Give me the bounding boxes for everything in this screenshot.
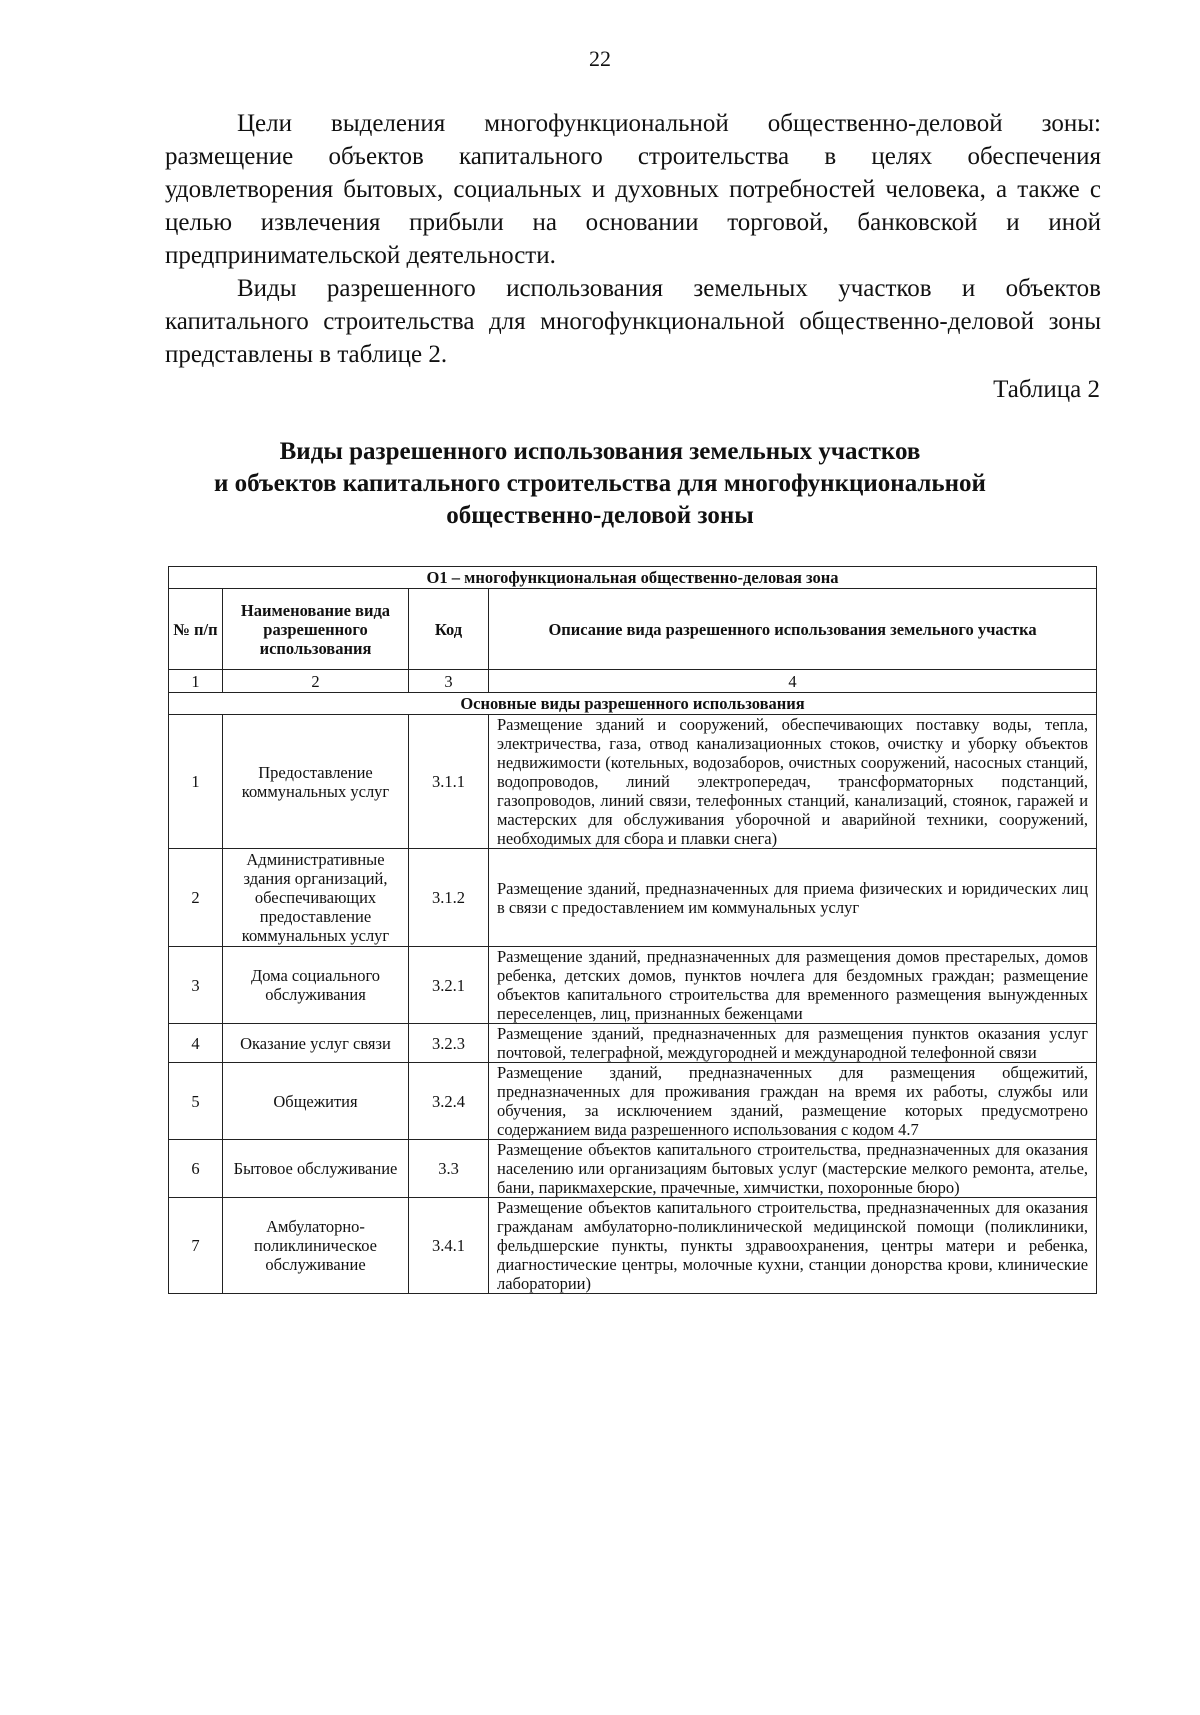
- row-code: 3.3: [409, 1140, 489, 1198]
- row-code: 3.2.4: [409, 1063, 489, 1140]
- table-row: [169, 715, 1097, 849]
- zone-header: О1 – многофункциональная общественно-деловая зона: [169, 567, 1097, 589]
- column-header-name: Наименование вида разрешенного использования: [223, 589, 409, 670]
- row-code: 3.4.1: [409, 1198, 489, 1294]
- column-number: 2: [223, 670, 409, 693]
- row-use-name: Общежития: [223, 1063, 409, 1140]
- row-description: Размещение зданий, предназначенных для размещения пунктов оказания услуг почтовой, телеграфной, междугородней и международной телефонной связи: [489, 1024, 1097, 1063]
- table-title-line-1: Виды разрешенного использования земельных участков: [279, 438, 921, 465]
- row-number: 2: [169, 849, 223, 947]
- row-number: 3: [169, 947, 223, 1024]
- intro-text: [165, 107, 1101, 371]
- table-row: [169, 849, 1097, 947]
- row-use-name: Амбулаторно-поликлиническое обслуживание: [223, 1198, 409, 1294]
- row-code: 3.2.1: [409, 947, 489, 1024]
- column-number: 1: [169, 670, 223, 693]
- row-description: Размещение зданий и сооружений, обеспечивающих поставку воды, тепла, электричества, газа, отвод канализационных стоков, очистку и уборку объектов недвижимости (котельных, водозаборов, очистных сооружений, насосных станций, водопроводов, линий электропередач, трансформаторных подстанций, газопроводов, линий связи, телефонных станций, канализаций, стоянок, гаражей и мастерских для обслуживания уборочной и аварийной техники, сооружений, необходимых для сбора и плавки снега): [489, 715, 1097, 849]
- table-row: [169, 1198, 1097, 1294]
- column-number: 3: [409, 670, 489, 693]
- row-description: Размещение зданий, предназначенных для размещения общежитий, предназначенных для проживания граждан на время их работы, службы или обучения, за исключением зданий, размещение которых предусмотрено содержанием вида разрешенного использования с кодом 4.7: [489, 1063, 1097, 1140]
- table-row: [169, 1063, 1097, 1140]
- row-use-name: Оказание услуг связи: [223, 1024, 409, 1063]
- row-description: Размещение зданий, предназначенных для размещения домов престарелых, домов ребенка, детских домов, пунктов ночлега для бездомных граждан; размещение объектов капитального строительства для временного размещения вынужденных переселенцев, лиц, признанных беженцами: [489, 947, 1097, 1024]
- land-use-table: [168, 566, 1097, 1294]
- page-number: 22: [589, 46, 611, 71]
- column-header-description: Описание вида разрешенного использования земельного участка: [489, 589, 1097, 670]
- row-use-name: Административные здания организаций, обеспечивающих предоставление коммунальных услуг: [223, 849, 409, 947]
- row-code: 3.1.1: [409, 715, 489, 849]
- row-use-name: Бытовое обслуживание: [223, 1140, 409, 1198]
- row-description: Размещение объектов капитального строительства, предназначенных для оказания гражданам амбулаторно-поликлинической медицинской помощи (поликлиники, фельдшерские пункты, пункты здравоохранения, центры матери и ребенка, диагностические центры, молочные кухни, станции донорства крови, клинические лаборатории): [489, 1198, 1097, 1294]
- row-code: 3.1.2: [409, 849, 489, 947]
- row-use-name: Предоставление коммунальных услуг: [223, 715, 409, 849]
- section-label: Основные виды разрешенного использования: [169, 693, 1097, 715]
- column-header-num: № п/п: [169, 589, 223, 670]
- table-title-line-3: общественно-деловой зоны: [446, 502, 754, 529]
- table-row: [169, 1024, 1097, 1063]
- row-use-name: Дома социального обслуживания: [223, 947, 409, 1024]
- table-label: Таблица 2: [993, 376, 1100, 403]
- intro-paragraph-2: Виды разрешенного использования земельных участков и объектов капитального строительства для многофункциональной общественно-деловой зоны представлены в таблице 2.: [165, 275, 1101, 368]
- row-number: 7: [169, 1198, 223, 1294]
- row-description: Размещение зданий, предназначенных для приема физических и юридических лиц в связи с предоставлением им коммунальных услуг: [489, 849, 1097, 947]
- row-number: 1: [169, 715, 223, 849]
- row-code: 3.2.3: [409, 1024, 489, 1063]
- table-title-line-2: и объектов капитального строительства для многофункциональной: [214, 470, 986, 497]
- table-row: [169, 1140, 1097, 1198]
- row-description: Размещение объектов капитального строительства, предназначенных для оказания населению или организациям бытовых услуг (мастерские мелкого ремонта, ателье, бани, парикмахерские, прачечные, химчистки, похоронные бюро): [489, 1140, 1097, 1198]
- row-number: 6: [169, 1140, 223, 1198]
- table-row: [169, 947, 1097, 1024]
- row-number: 5: [169, 1063, 223, 1140]
- column-number: 4: [489, 670, 1097, 693]
- intro-paragraph-1: Цели выделения многофункциональной общественно-деловой зоны: размещение объектов капитального строительства в целях обеспечения удовлетворения бытовых, социальных и духовных потребностей человека, а также с целью извлечения прибыли на основании торговой, банковской и иной предпринимательской деятельности.: [165, 110, 1101, 269]
- row-number: 4: [169, 1024, 223, 1063]
- column-header-code: Код: [409, 589, 489, 670]
- table-title: [120, 436, 1080, 532]
